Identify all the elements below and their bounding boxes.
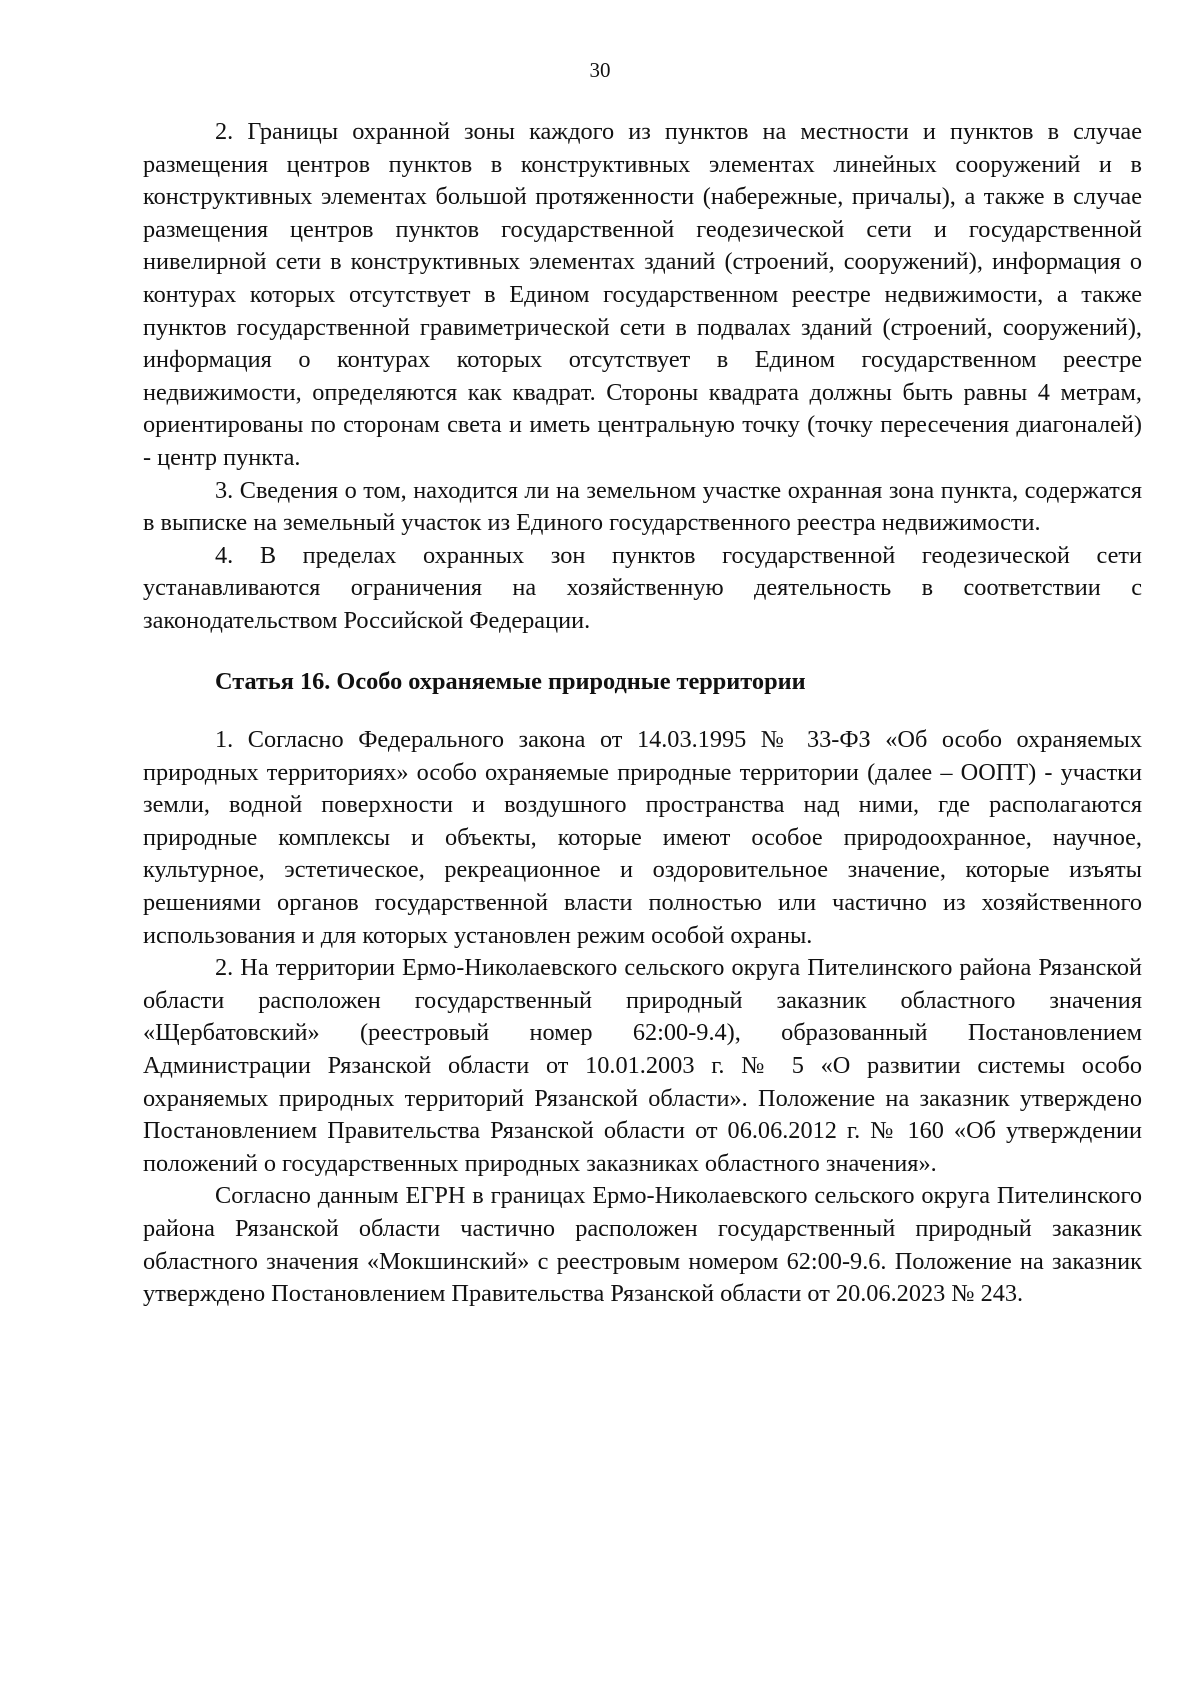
article-16-heading: Статья 16. Особо охраняемые природные территории (215, 667, 806, 695)
paragraph-shcherbatovsky-reserve: 2. На территории Ермо-Николаевского сельского округа Пителинского района Рязанской области расположен государственный природный заказник областного значения «Щербатовский» (реестровый номер 62:00-9.4), образованный Постановлением Администрации Рязанской области от 10.01.2003 г. № 5 «О развитии системы особо охраняемых природных территорий Рязанской области». Положение на заказник утверждено Постановлением Правительства Рязанской области от 06.06.2012 г. № 160 «Об утверждении положений о государственных природных заказниках областного значения». (143, 954, 1142, 1177)
paragraph-egrn-extract-info: 3. Сведения о том, находится ли на земельном участке охранная зона пункта, содержатся в выписке на земельный участок из Единого государственного реестра недвижимости. (143, 476, 1142, 537)
page-number: 30 (589, 58, 611, 82)
paragraph-activity-restrictions: 4. В пределах охранных зон пунктов государственной геодезической сети устанавливаются ограничения на хозяйственную деятельность в соответствии с законодательством Российской Федерации. (143, 541, 1142, 634)
paragraph-protection-zone-boundaries: 2. Границы охранной зоны каждого из пунктов на местности и пунктов в случае размещения центров пунктов в конструктивных элементах линейных сооружений и в конструктивных элементах большой протяженности (набережные, причалы), а также в случае размещения центров пунктов государственной геодезической сети и государственной нивелирной сети в конструктивных элементах зданий (строений, сооружений), информация о контурах которых отсутствует в Едином государственном реестре недвижимости, а также пунктов государственной гравиметрической сети в подвалах зданий (строений, сооружений), информация о контурах которых отсутствует в Едином государственном реестре недвижимости, определяются как квадрат. Стороны квадрата должны быть равны 4 метрам, ориентированы по сторонам света и иметь центральную точку (точку пересечения диагоналей) - центр пункта. (143, 118, 1142, 471)
paragraph-mokshinsky-reserve: Согласно данным ЕГРН в границах Ермо-Николаевского сельского округа Пителинского района Рязанской области частично расположен государственный природный заказник областного значения «Мокшинский» с реестровым номером 62:00-9.6. Положение на заказник утверждено Постановлением Правительства Рязанской области от 20.06.2023 № 243. (143, 1182, 1142, 1308)
paragraph-oopt-definition: 1. Согласно Федерального закона от 14.03.1995 № 33-ФЗ «Об особо охраняемых природных территориях» особо охраняемые природные территории (далее – ООПТ) - участки земли, водной поверхности и воздушного пространства над ними, где располагаются природные комплексы и объекты, которые имеют особое природоохранное, научное, культурное, эстетическое, рекреационное и оздоровительное значение, которые изъяты решениями органов государственной власти полностью или частично из хозяйственного использования и для которых установлен режим особой охраны. (143, 726, 1142, 949)
document-body (143, 116, 1142, 1311)
